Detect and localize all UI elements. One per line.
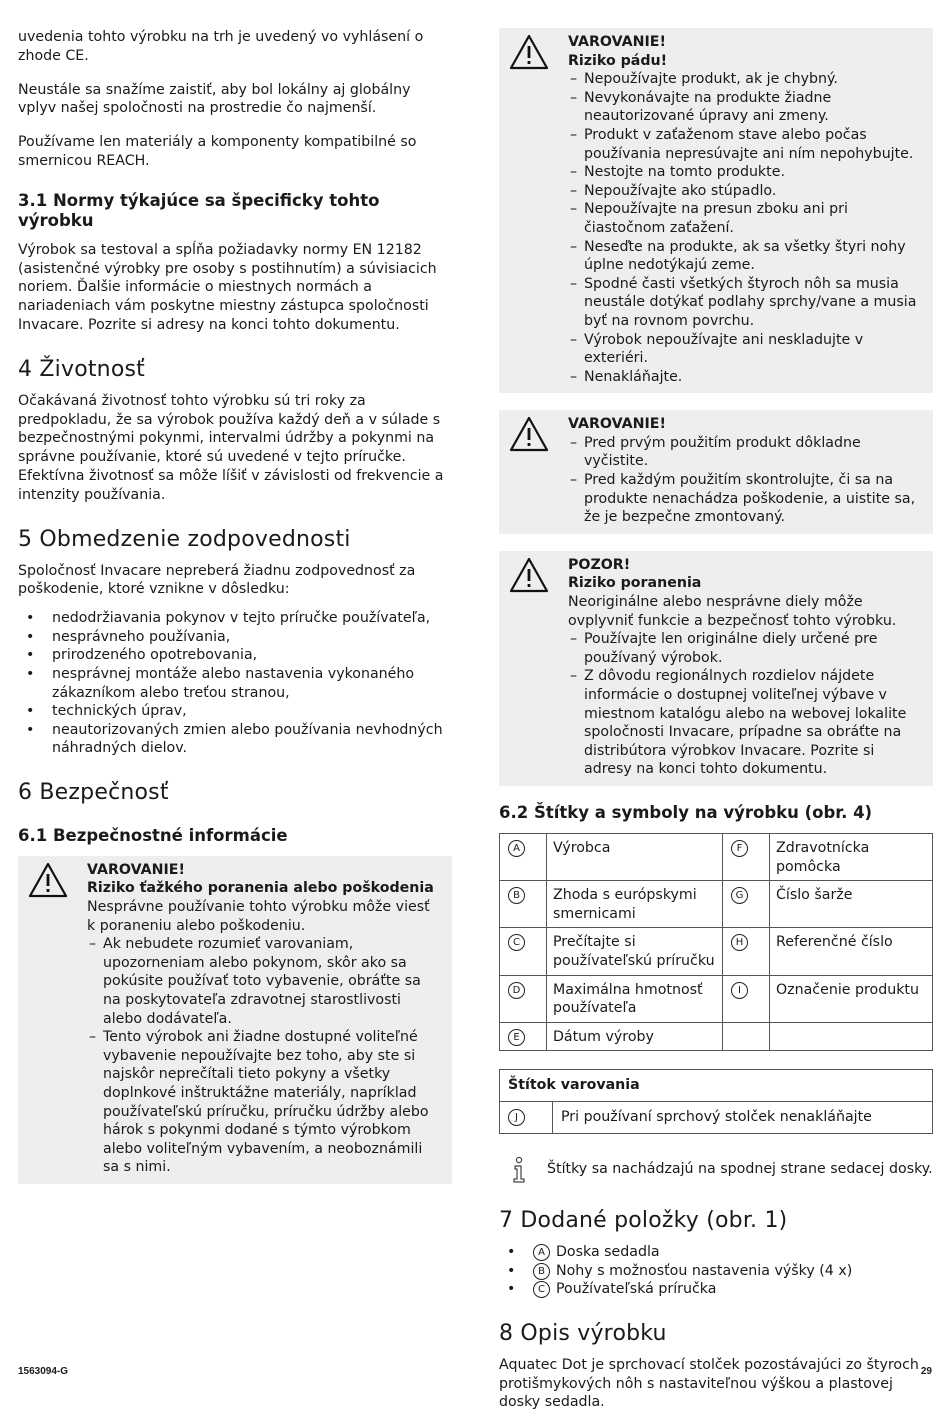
table-cell: Zdravotnícka pomôcka [770, 833, 933, 880]
list-item: – Nepoužívajte ako stúpadlo. [568, 182, 923, 201]
list-item: • C Používateľská príručka [499, 1280, 933, 1299]
list-item: – Ak nebudete rozumieť varovaniam, upozorneniam alebo pokynom, skôr ako sa pokúsite používať toto vybavenie, obráťte sa na poskytovateľa zdravotnej starostlivosti alebo dodávateľa. [87, 935, 442, 1028]
heading-7: 7 Dodané položky (obr. 1) [499, 1208, 788, 1234]
info-note [499, 1160, 933, 1179]
warning-subtitle: Riziko pádu! [568, 52, 668, 69]
paragraph-reach: Používame len materiály a komponenty kompatibilné so smernicou REACH. [18, 134, 417, 169]
list-item: – Pred každým použitím skontrolujte, či sa na produkte nenachádza poškodenie, a uistite sa, že je bezpečne zmontovaný. [568, 471, 923, 527]
table-cell: Dátum výroby [547, 1022, 723, 1051]
list-item: – Nenakláňajte. [568, 368, 923, 387]
heading-3-1: 3.1 Normy týkajúce sa špecificky tohto výrobku [18, 190, 380, 230]
caution-box-injury [499, 551, 933, 786]
table-row [500, 928, 933, 975]
list-item: • nesprávneho používania, [18, 628, 452, 647]
heading-6-2: 6.2 Štítky a symboly na výrobku (obr. 4) [499, 802, 873, 822]
right-column [499, 28, 933, 1427]
info-text: Štítky sa nachádzajú na spodnej strane sedacej dosky. [547, 1160, 933, 1177]
warning-title: VAROVANIE! [568, 416, 666, 433]
table-row [500, 975, 933, 1022]
letter-label: C [533, 1281, 550, 1298]
table-cell [770, 1022, 933, 1051]
list-item: – Z dôvodu regionálnych rozdielov nájdete informácie o dostupnej voliteľnej výbave v miestnom katalógu alebo na webovej lokalite spoločnosti Invacare, prípadne sa obráťte na distribútora výrobkov Invacare. Pozrite si adresy na konci tohto dokumentu. [568, 667, 923, 779]
table-cell: Označenie produktu [770, 975, 933, 1022]
warning-title: VAROVANIE! [568, 34, 666, 50]
list-item: – Používajte len originálne diely určené pre používaný výrobok. [568, 630, 923, 667]
table-cell: Prečítajte si používateľskú príručku [547, 928, 723, 975]
table-cell: Pri používaní sprchový stolček nenakláňajte [553, 1101, 933, 1133]
letter-label: G [731, 887, 748, 904]
warning-triangle-icon [509, 34, 549, 70]
list-item: • B Nohy s možnosťou nastavenia výšky (4 x) [499, 1262, 933, 1281]
warning-subtitle: Riziko ťažkého poranenia alebo poškodenia [87, 880, 434, 897]
left-column [18, 28, 452, 1201]
table-row [500, 1022, 933, 1051]
paragraph-description: Aquatec Dot je sprchovací stolček pozostávajúci zo štyroch protišmykových nôh s nastaviteľnou výškou a plastovej dosky sedadla. [499, 1356, 919, 1411]
caution-title: POZOR! [568, 556, 631, 573]
table-header: Štítok varovania [500, 1070, 933, 1102]
caution-list [568, 630, 923, 779]
letter-label: I [731, 982, 748, 999]
list-item: – Nepoužívajte na presun zboku ani pri čiastočnom zaťažení. [568, 200, 923, 237]
letter-label: J [508, 1109, 525, 1126]
list-item: • prirodzeného opotrebovania, [18, 646, 452, 665]
list-item: – Nevykonávajte na produkte žiadne neautorizované úpravy ani zmeny. [568, 89, 923, 126]
list-item: – Tento výrobok ani žiadne dostupné voliteľné vybavenie nepoužívajte bez toho, aby ste si najskôr neprečítali tieto pokyny a všetky doplnkové inštruktážne materiály, napríklad používateľskú príručku, príručku údržby alebo hárok s pokynmi dodané s týmto výrobkom alebo voliteľným vybavením, a neoboznámili sa s nimi. [87, 1028, 442, 1177]
warning-list [87, 935, 442, 1177]
warning-list [568, 70, 923, 386]
list-item: – Nestojte na tomto produkte. [568, 163, 923, 182]
list-item: – Pred prvým použitím produkt dôkladne vyčistite. [568, 434, 923, 471]
list-item: • nedodržiavania pokynov v tejto príručke používateľa, [18, 609, 452, 628]
paragraph-environment: Neustále sa snažíme zaistiť, aby bol lokálny aj globálny vplyv našej spoločnosti na prostredie čo najmenší. [18, 81, 411, 117]
list-item: • neautorizovaných zmien alebo používania nevhodných náhradných dielov. [18, 721, 452, 758]
heading-6-1: 6.1 Bezpečnostné informácie [18, 825, 288, 845]
table-cell: Číslo šarže [770, 881, 933, 928]
heading-4: 4 Životnosť [18, 356, 145, 382]
paragraph-ce: uvedenia tohto výrobku na trh je uvedený vo vyhlásení o zhode CE. [18, 29, 424, 64]
letter-label: A [533, 1244, 550, 1261]
letter-label: C [508, 934, 525, 951]
table-cell: Zhoda s európskymi smernicami [547, 881, 723, 928]
heading-5: 5 Obmedzenie zodpovednosti [18, 526, 351, 552]
heading-8: 8 Opis výrobku [499, 1320, 667, 1346]
table-cell: Výrobca [547, 833, 723, 880]
warning-list [568, 434, 923, 527]
paragraph-lifetime: Očakávaná životnosť tohto výrobku sú tri roky za predpokladu, že sa výrobok používa každý deň a v súlade s bezpečnostnými pokynmi, intervalmi údržby a pokynmi na správne používanie, ktoré sú uvedené v tejto príručke. Efektívna životnosť sa môže líšiť v závislosti od frekvencie a intenzity používania. [18, 392, 444, 503]
letter-label: E [508, 1029, 525, 1046]
liability-list [18, 609, 452, 758]
list-item: – Nepoužívajte produkt, ak je chybný. [568, 70, 923, 89]
letter-label: H [731, 934, 748, 951]
warning-triangle-icon [509, 416, 549, 452]
letter-label: D [508, 982, 525, 999]
warning-box-fall-risk [499, 28, 933, 393]
letter-label: B [533, 1263, 550, 1280]
list-item: • technických úprav, [18, 702, 452, 721]
letter-label: F [731, 840, 748, 857]
warning-triangle-icon [28, 862, 68, 898]
paragraph-liability: Spoločnosť Invacare nepreberá žiadnu zodpovednosť za poškodenie, ktoré vznikne v dôsledku: [18, 562, 416, 598]
document-id: 1563094-G [18, 1366, 69, 1377]
list-item: – Spodné časti všetkých štyroch nôh sa musia neustále dotýkať podlahy sprchy/vane a musia byť na rovnom povrchu. [568, 275, 923, 331]
warning-label-table [499, 1069, 933, 1133]
table-cell: Maximálna hmotnosť používateľa [547, 975, 723, 1022]
heading-6: 6 Bezpečnosť [18, 779, 169, 805]
page-number: 29 [920, 1366, 932, 1377]
info-icon [509, 1156, 527, 1184]
warning-triangle-icon [509, 557, 549, 593]
table-row [500, 881, 933, 928]
list-item: – Neseďte na produkte, ak sa všetky štyri nohy úplne nedotýkajú zeme. [568, 238, 923, 275]
table-row [500, 1101, 933, 1133]
list-item: • A Doska sedadla [499, 1243, 933, 1262]
caution-subtitle: Riziko poranenia [568, 575, 702, 592]
warning-box-cleaning [499, 410, 933, 534]
warning-text: Nesprávne používanie tohto výrobku môže viesť k poraneniu alebo poškodeniu. [87, 899, 430, 934]
list-item: – Produkt v zaťaženom stave alebo počas používania nepresúvajte ani ním nepohybujte. [568, 126, 923, 163]
caution-text: Neoriginálne alebo nesprávne diely môže ovplyvniť funkcie a bezpečnosť tohto výrobku. [568, 594, 897, 629]
delivered-items-list [499, 1243, 933, 1299]
list-item: – Výrobok nepoužívajte ani neskladujte v exteriéri. [568, 331, 923, 368]
letter-label: A [508, 840, 525, 857]
warning-title: VAROVANIE! [87, 861, 185, 878]
paragraph-standards: Výrobok sa testoval a spĺňa požiadavky normy EN 12182 (asistenčné výrobky pre osoby s postihnutím) a súvisiacich noriem. Ďalšie informácie o miestnych normách a nariadeniach vám poskytne miestny zástupca spoločnosti Invacare. Pozrite si adresy na konci tohto dokumentu. [18, 241, 437, 333]
table-row [500, 1070, 933, 1102]
list-item: • nesprávnej montáže alebo nastavenia vykonaného zákazníkom alebo treťou stranou, [18, 665, 452, 702]
table-cell: Referenčné číslo [770, 928, 933, 975]
letter-label: B [508, 887, 525, 904]
table-row [500, 833, 933, 880]
warning-box-serious-injury [18, 856, 452, 1184]
symbols-table [499, 833, 933, 1051]
